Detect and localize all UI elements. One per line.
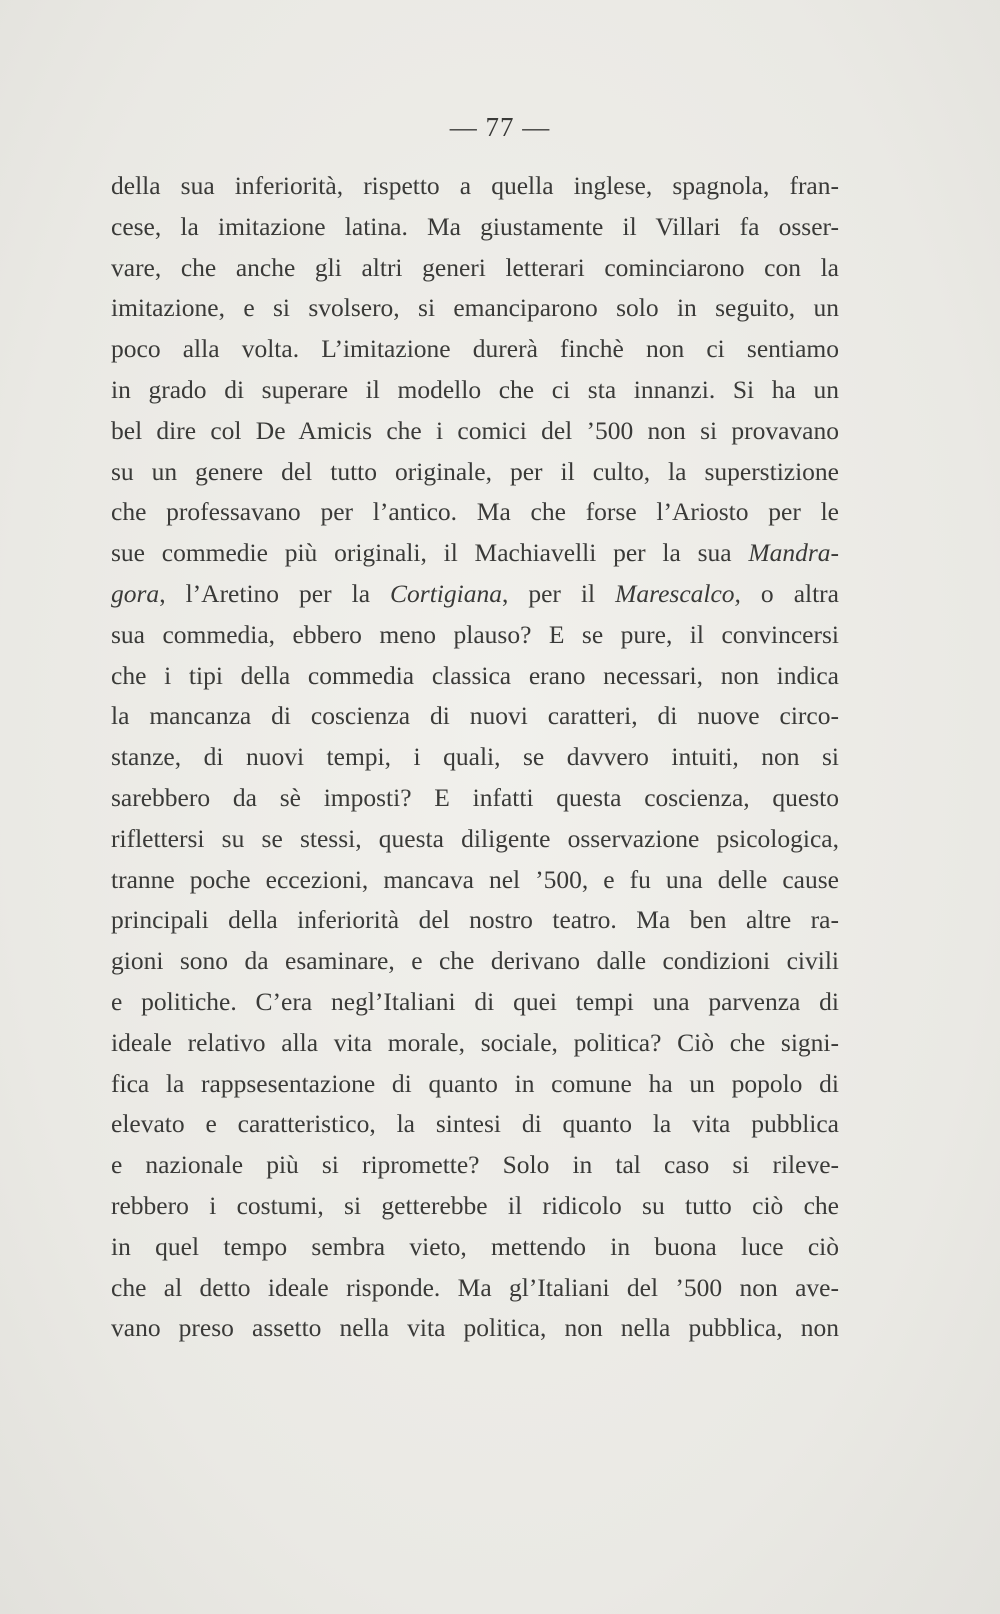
text-line: riflettersi su se stessi, questa diligente osservazione psicologica,: [111, 823, 839, 853]
text-line: vano preso assetto nella vita politica, non nella pubblica, non: [111, 1313, 839, 1343]
text-line: sarebbero da sè imposti? E infatti questa coscienza, questo: [111, 782, 839, 812]
text-line: e politiche. C’era negl’Italiani di quei tempi una parvenza di: [111, 986, 839, 1016]
text-line: gora, l’Aretino per la Cortigiana, per il Marescalco, o altra: [111, 578, 839, 608]
italic-title: Marescalco,: [615, 578, 741, 608]
text-line: e nazionale più si ripromette? Solo in tal caso si rileve-: [111, 1150, 839, 1180]
text-line: imitazione, e si svolsero, si emanciparono solo in seguito, un: [111, 293, 839, 323]
text-line: che al detto ideale risponde. Ma gl’Italiani del ’500 non ave-: [111, 1272, 839, 1302]
text-line: cese, la imitazione latina. Ma giustamente il Villari fa osser-: [111, 211, 839, 241]
text-line: della sua inferiorità, rispetto a quella inglese, spagnola, fran-: [111, 171, 839, 200]
text-line: poco alla volta. L’imitazione durerà finchè non ci sentiamo: [111, 334, 839, 364]
text-line: sua commedia, ebbero meno plauso? E se pure, il convincersi: [111, 619, 839, 649]
text-line: tranne poche eccezioni, mancava nel ’500, e fu una delle cause: [111, 864, 839, 894]
text-line: che professavano per l’antico. Ma che forse l’Ariosto per le: [111, 497, 839, 527]
italic-title: gora: [111, 578, 160, 608]
text-line: che i tipi della commedia classica erano necessari, non indica: [111, 660, 839, 690]
italic-title: Mandra-: [748, 538, 839, 568]
text-line: in quel tempo sembra vieto, mettendo in buona luce ciò: [111, 1231, 839, 1261]
text-line: la mancanza di coscienza di nuovi caratteri, di nuove circo-: [111, 701, 839, 731]
italic-title: Cortigiana: [390, 578, 502, 608]
text-line: stanze, di nuovi tempi, i quali, se davvero intuiti, non si: [111, 742, 839, 772]
page-number: — 77 —: [449, 112, 551, 142]
text-line: principali della inferiorità del nostro teatro. Ma ben altre ra-: [111, 905, 839, 935]
text-line: in grado di superare il modello che ci sta innanzi. Si ha un: [111, 374, 839, 404]
text-line: gioni sono da esaminare, e che derivano dalle condizioni civili: [111, 946, 839, 976]
body-text: [111, 166, 839, 1349]
text-line: bel dire col De Amicis che i comici del ’500 non si provavano: [111, 415, 839, 445]
text-line: vare, che anche gli altri generi letterari cominciarono con la: [111, 252, 839, 282]
text-line: su un genere del tutto originale, per il culto, la superstizione: [111, 456, 839, 486]
text-line: fica la rappsesentazione di quanto in comune ha un popolo di: [111, 1068, 839, 1098]
text-line: sue commedie più originali, il Machiavelli per la sua Mandra-: [111, 538, 839, 568]
text-line: rebbero i costumi, si getterebbe il ridicolo su tutto ciò che: [111, 1190, 839, 1220]
text-line: elevato e caratteristico, la sintesi di quanto la vita pubblica: [111, 1109, 839, 1139]
text-line: ideale relativo alla vita morale, sociale, politica? Ciò che signi-: [111, 1027, 839, 1057]
